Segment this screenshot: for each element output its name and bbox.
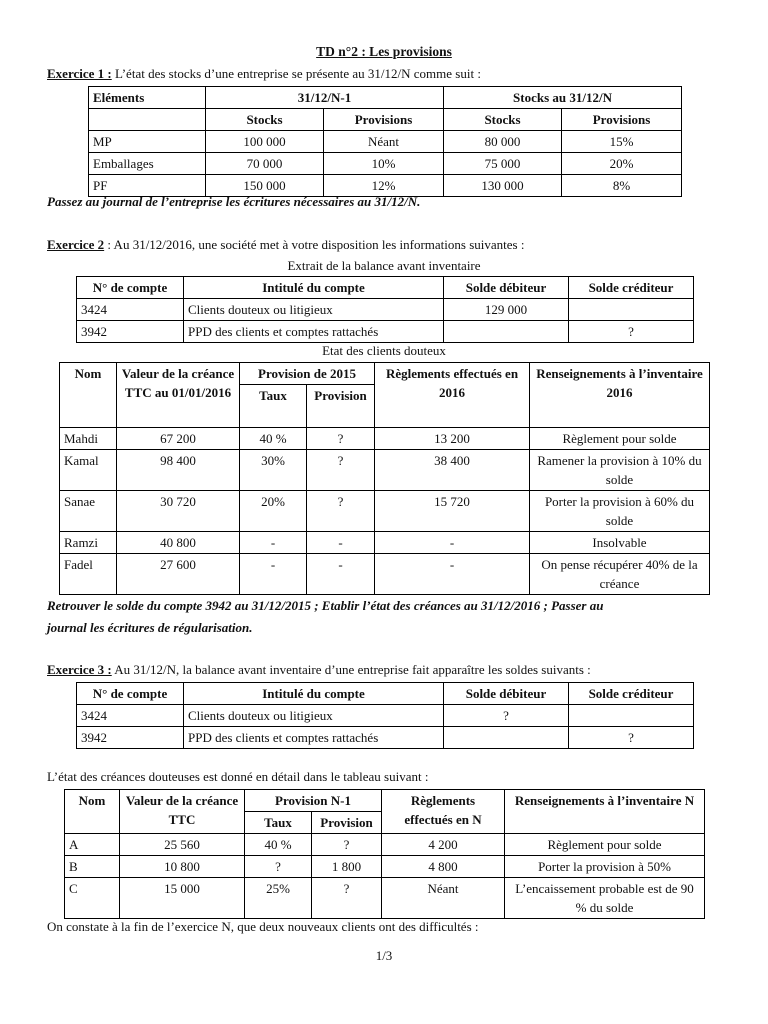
col-header-provision-2015: Provision de 2015 — [240, 363, 375, 385]
col-header-value: Valeur de la créance TTC — [120, 790, 245, 834]
ex2-balance-table — [76, 276, 694, 343]
cell: 15 720 — [375, 491, 530, 532]
cell: Sanae — [60, 491, 117, 532]
col-header-credit: Solde créditeur — [569, 277, 694, 299]
page-title: TD n°2 : Les provisions — [316, 44, 452, 59]
cell: ? — [307, 450, 375, 491]
cell — [569, 705, 694, 727]
col-header-n-1: 31/12/N-1 — [206, 87, 444, 109]
col-header-provision: Provision — [307, 385, 375, 428]
ex2-clients-caption: Etat des clients douteux — [322, 343, 446, 358]
cell: 10 800 — [120, 856, 245, 878]
ex1-label: Exercice 1 : — [47, 66, 112, 81]
cell: Fadel — [60, 554, 117, 595]
cell: Kamal — [60, 450, 117, 491]
cell: 20% — [240, 491, 307, 532]
col-header-title: Intitulé du compte — [184, 683, 444, 705]
col-header-info: Renseignements à l’inventaire N — [505, 790, 705, 834]
cell: Porter la provision à 50% — [505, 856, 705, 878]
cell — [444, 727, 569, 749]
cell: 100 000 — [206, 131, 324, 153]
cell: L’encaissement probable est de 90 % du solde — [505, 878, 705, 919]
cell: - — [307, 532, 375, 554]
col-header-rate: Taux — [245, 812, 312, 834]
table-row — [77, 727, 694, 749]
ex2-instruction-line1: Retrouver le solde du compte 3942 au 31/12/2015 ; Etablir l’état des créances au 31/12/2016 ; Passer au — [47, 598, 604, 613]
cell: 4 200 — [382, 834, 505, 856]
col-header-n: Stocks au 31/12/N — [444, 87, 682, 109]
table-row — [65, 834, 705, 856]
cell: - — [240, 532, 307, 554]
cell: B — [65, 856, 120, 878]
cell: Ramzi — [60, 532, 117, 554]
cell: ? — [307, 491, 375, 532]
col-header-name: Nom — [65, 790, 120, 834]
cell: On pense récupérer 40% de la créance — [530, 554, 710, 595]
table-row — [77, 299, 694, 321]
cell: Mahdi — [60, 428, 117, 450]
cell: 3942 — [77, 727, 184, 749]
cell: Ramener la provision à 10% du solde — [530, 450, 710, 491]
cell: 80 000 — [444, 131, 562, 153]
cell: MP — [89, 131, 206, 153]
col-header-info: Renseignements à l’inventaire 2016 — [530, 363, 710, 428]
col-header-elements: Eléments — [89, 87, 206, 109]
cell: Emballages — [89, 153, 206, 175]
cell: 13 200 — [375, 428, 530, 450]
ex2-heading — [47, 237, 524, 253]
ex3-heading — [47, 662, 591, 678]
table-row — [77, 705, 694, 727]
cell: 30% — [240, 450, 307, 491]
ex2-label: Exercice 2 — [47, 237, 105, 252]
cell: ? — [307, 428, 375, 450]
ex2-instruction-line2: journal les écritures de régularisation. — [47, 620, 253, 635]
cell: 3942 — [77, 321, 184, 343]
cell: Clients douteux ou litigieux — [184, 705, 444, 727]
cell: 150 000 — [206, 175, 324, 197]
cell: 1 800 — [312, 856, 382, 878]
cell: PPD des clients et comptes rattachés — [184, 321, 444, 343]
cell: 75 000 — [444, 153, 562, 175]
table-row — [77, 321, 694, 343]
cell: 98 400 — [117, 450, 240, 491]
cell: 130 000 — [444, 175, 562, 197]
cell: 3424 — [77, 299, 184, 321]
table-row — [60, 554, 710, 595]
table-row — [65, 878, 705, 919]
cell: 3424 — [77, 705, 184, 727]
cell: ? — [245, 856, 312, 878]
col-header-value: Valeur de la créance TTC au 01/01/2016 — [117, 363, 240, 428]
cell: 129 000 — [444, 299, 569, 321]
ex3-closing: On constate à la fin de l’exercice N, que deux nouveaux clients ont des difficultés : — [47, 919, 479, 934]
cell: ? — [312, 834, 382, 856]
table-row — [60, 532, 710, 554]
cell: - — [240, 554, 307, 595]
ex1-intro: L’état des stocks d’une entreprise se présente au 31/12/N comme suit : — [111, 66, 481, 81]
cell — [569, 299, 694, 321]
cell: 10% — [324, 153, 444, 175]
ex3-intro: Au 31/12/N, la balance avant inventaire d’une entreprise fait apparaître les soldes suivants : — [111, 662, 591, 677]
ex3-clients-table — [64, 789, 705, 919]
ex3-detail-intro: L’état des créances douteuses est donné en détail dans le tableau suivant : — [47, 769, 429, 784]
col-header-debit: Solde débiteur — [444, 277, 569, 299]
ex2-balance-caption: Extrait de la balance avant inventaire — [287, 258, 481, 273]
cell: ? — [569, 727, 694, 749]
cell: 4 800 — [382, 856, 505, 878]
col-header-stocks: Stocks — [206, 109, 324, 131]
table-row — [60, 450, 710, 491]
cell — [444, 321, 569, 343]
cell: C — [65, 878, 120, 919]
cell: 67 200 — [117, 428, 240, 450]
col-header-provision: Provision — [312, 812, 382, 834]
cell: 15 000 — [120, 878, 245, 919]
cell: 27 600 — [117, 554, 240, 595]
col-header-name: Nom — [60, 363, 117, 428]
cell: Règlement pour solde — [505, 834, 705, 856]
ex2-intro: : Au 31/12/2016, une société met à votre disposition les informations suivantes : — [104, 237, 525, 252]
cell: 40 % — [240, 428, 307, 450]
cell: 40 % — [245, 834, 312, 856]
col-header-debit: Solde débiteur — [444, 683, 569, 705]
cell: - — [375, 554, 530, 595]
cell: - — [307, 554, 375, 595]
cell: 70 000 — [206, 153, 324, 175]
cell: ? — [569, 321, 694, 343]
ex3-balance-table — [76, 682, 694, 749]
cell: 20% — [562, 153, 682, 175]
cell: 25% — [245, 878, 312, 919]
cell: 25 560 — [120, 834, 245, 856]
col-header-account: N° de compte — [77, 277, 184, 299]
cell: ? — [312, 878, 382, 919]
table-row — [65, 856, 705, 878]
ex1-heading — [47, 66, 481, 82]
table-row — [60, 491, 710, 532]
col-header-rate: Taux — [240, 385, 307, 428]
ex2-clients-table — [59, 362, 710, 595]
table-row — [89, 131, 682, 153]
cell: PF — [89, 175, 206, 197]
cell: Règlement pour solde — [530, 428, 710, 450]
table-row — [60, 428, 710, 450]
cell: Insolvable — [530, 532, 710, 554]
cell: Néant — [382, 878, 505, 919]
cell: PPD des clients et comptes rattachés — [184, 727, 444, 749]
cell: 38 400 — [375, 450, 530, 491]
cell: 15% — [562, 131, 682, 153]
col-header-payments: Règlements effectués en N — [382, 790, 505, 834]
col-header-provisions: Provisions — [324, 109, 444, 131]
cell: 40 800 — [117, 532, 240, 554]
cell: 8% — [562, 175, 682, 197]
cell: A — [65, 834, 120, 856]
col-header-credit: Solde créditeur — [569, 683, 694, 705]
col-header-account: N° de compte — [77, 683, 184, 705]
ex1-stock-table — [88, 86, 682, 197]
page-number: 1/3 — [375, 948, 393, 963]
cell: 12% — [324, 175, 444, 197]
cell: 30 720 — [117, 491, 240, 532]
col-header-stocks: Stocks — [444, 109, 562, 131]
cell: Clients douteux ou litigieux — [184, 299, 444, 321]
cell: ? — [444, 705, 569, 727]
ex3-label: Exercice 3 : — [47, 662, 112, 677]
cell: - — [375, 532, 530, 554]
col-header-payments: Règlements effectués en 2016 — [375, 363, 530, 428]
col-header-provision-n-1: Provision N-1 — [245, 790, 382, 812]
col-header-provisions: Provisions — [562, 109, 682, 131]
cell: Porter la provision à 60% du solde — [530, 491, 710, 532]
ex1-instruction: Passez au journal de l’entreprise les écritures nécessaires au 31/12/N. — [47, 194, 421, 209]
col-header-title: Intitulé du compte — [184, 277, 444, 299]
cell: Néant — [324, 131, 444, 153]
table-row — [89, 153, 682, 175]
